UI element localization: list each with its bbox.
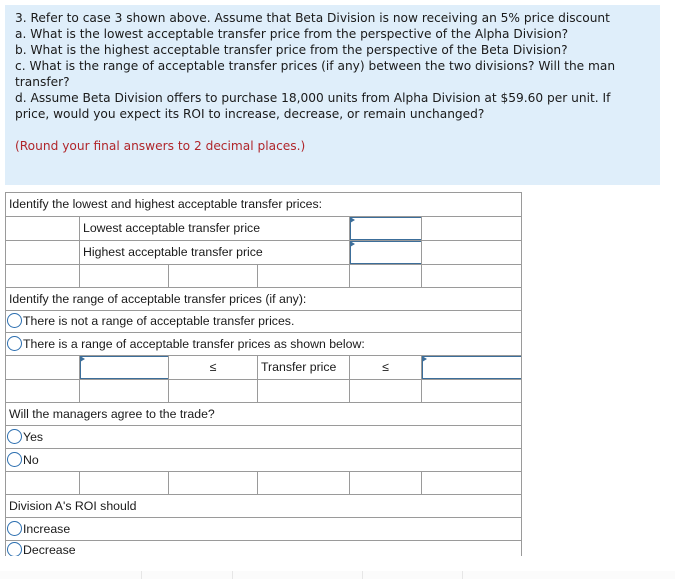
- table-row: [5, 402, 522, 425]
- question-line-a: a. What is the lowest acceptable transfer price from the perspective of the Alpha Division?: [15, 27, 569, 41]
- range-high-input[interactable]: [422, 356, 522, 379]
- table-row: [5, 287, 522, 310]
- table-row: [5, 540, 522, 556]
- question-line-1: 3. Refer to case 3 shown above. Assume that Beta Division is now receiving an 5% price discount: [15, 11, 610, 25]
- radio-yes[interactable]: [7, 429, 22, 444]
- footer-strip: [0, 571, 675, 579]
- answer-table: [5, 192, 522, 556]
- option-range-label: There is a range of acceptable transfer prices as shown below:: [23, 337, 365, 351]
- option-decrease-label: Decrease: [23, 543, 76, 556]
- question-line-d: d. Assume Beta Division offers to purchase 18,000 units from Alpha Division at $59.60 per unit. If: [15, 91, 611, 105]
- option-yes-label: Yes: [23, 430, 44, 444]
- leq-symbol: ≤: [168, 355, 257, 379]
- option-range[interactable]: [5, 332, 522, 355]
- range-low-input[interactable]: [80, 356, 168, 379]
- lowest-price-label: Lowest acceptable transfer price: [79, 216, 349, 240]
- radio-decrease[interactable]: [7, 542, 22, 556]
- section-heading-roi: Division A's ROI should: [5, 494, 522, 517]
- highest-price-label: Highest acceptable transfer price: [79, 240, 349, 264]
- question-line-c-cont: transfer?: [15, 75, 70, 89]
- table-row: [5, 240, 522, 264]
- option-increase[interactable]: [5, 517, 522, 540]
- radio-increase[interactable]: [7, 521, 22, 536]
- radio-range[interactable]: [7, 336, 22, 351]
- section-heading-range: Identify the range of acceptable transfer prices (if any):: [5, 287, 522, 310]
- rounding-note: (Round your final answers to 2 decimal places.): [15, 139, 306, 153]
- table-row: [5, 192, 522, 216]
- highest-price-input[interactable]: [350, 241, 421, 264]
- table-row: [5, 494, 522, 517]
- option-decrease[interactable]: [5, 540, 522, 556]
- table-row: [5, 448, 522, 471]
- table-row: [5, 216, 522, 240]
- question-line-d-cont: price, would you expect its ROI to increase, decrease, or remain unchanged?: [15, 107, 485, 121]
- option-increase-label: Increase: [23, 522, 71, 536]
- table-row: [5, 379, 522, 402]
- option-no[interactable]: [5, 448, 522, 471]
- table-row: [5, 355, 522, 379]
- question-line-c: c. What is the range of acceptable transfer prices (if any) between the two divisions? Will the man: [15, 59, 616, 73]
- table-row: [5, 471, 522, 494]
- option-yes[interactable]: [5, 425, 522, 448]
- radio-no[interactable]: [7, 452, 22, 467]
- question-line-b: b. What is the highest acceptable transfer price from the perspective of the Beta Division?: [15, 43, 568, 57]
- lowest-price-input[interactable]: [350, 217, 421, 240]
- table-row: [5, 264, 522, 287]
- option-no-range-label: There is not a range of acceptable transfer prices.: [23, 314, 295, 328]
- option-no-label: No: [23, 453, 39, 467]
- table-row: [5, 517, 522, 540]
- table-row: [5, 425, 522, 448]
- section-heading-prices: Identify the lowest and highest acceptable transfer prices:: [5, 192, 522, 216]
- transfer-price-label: Transfer price: [257, 355, 349, 379]
- leq-symbol: ≤: [349, 355, 421, 379]
- question-panel: [5, 5, 660, 185]
- table-row: [5, 332, 522, 355]
- section-heading-agree: Will the managers agree to the trade?: [5, 402, 522, 425]
- option-no-range[interactable]: [5, 310, 522, 332]
- radio-no-range[interactable]: [7, 313, 22, 328]
- table-row: [5, 310, 522, 332]
